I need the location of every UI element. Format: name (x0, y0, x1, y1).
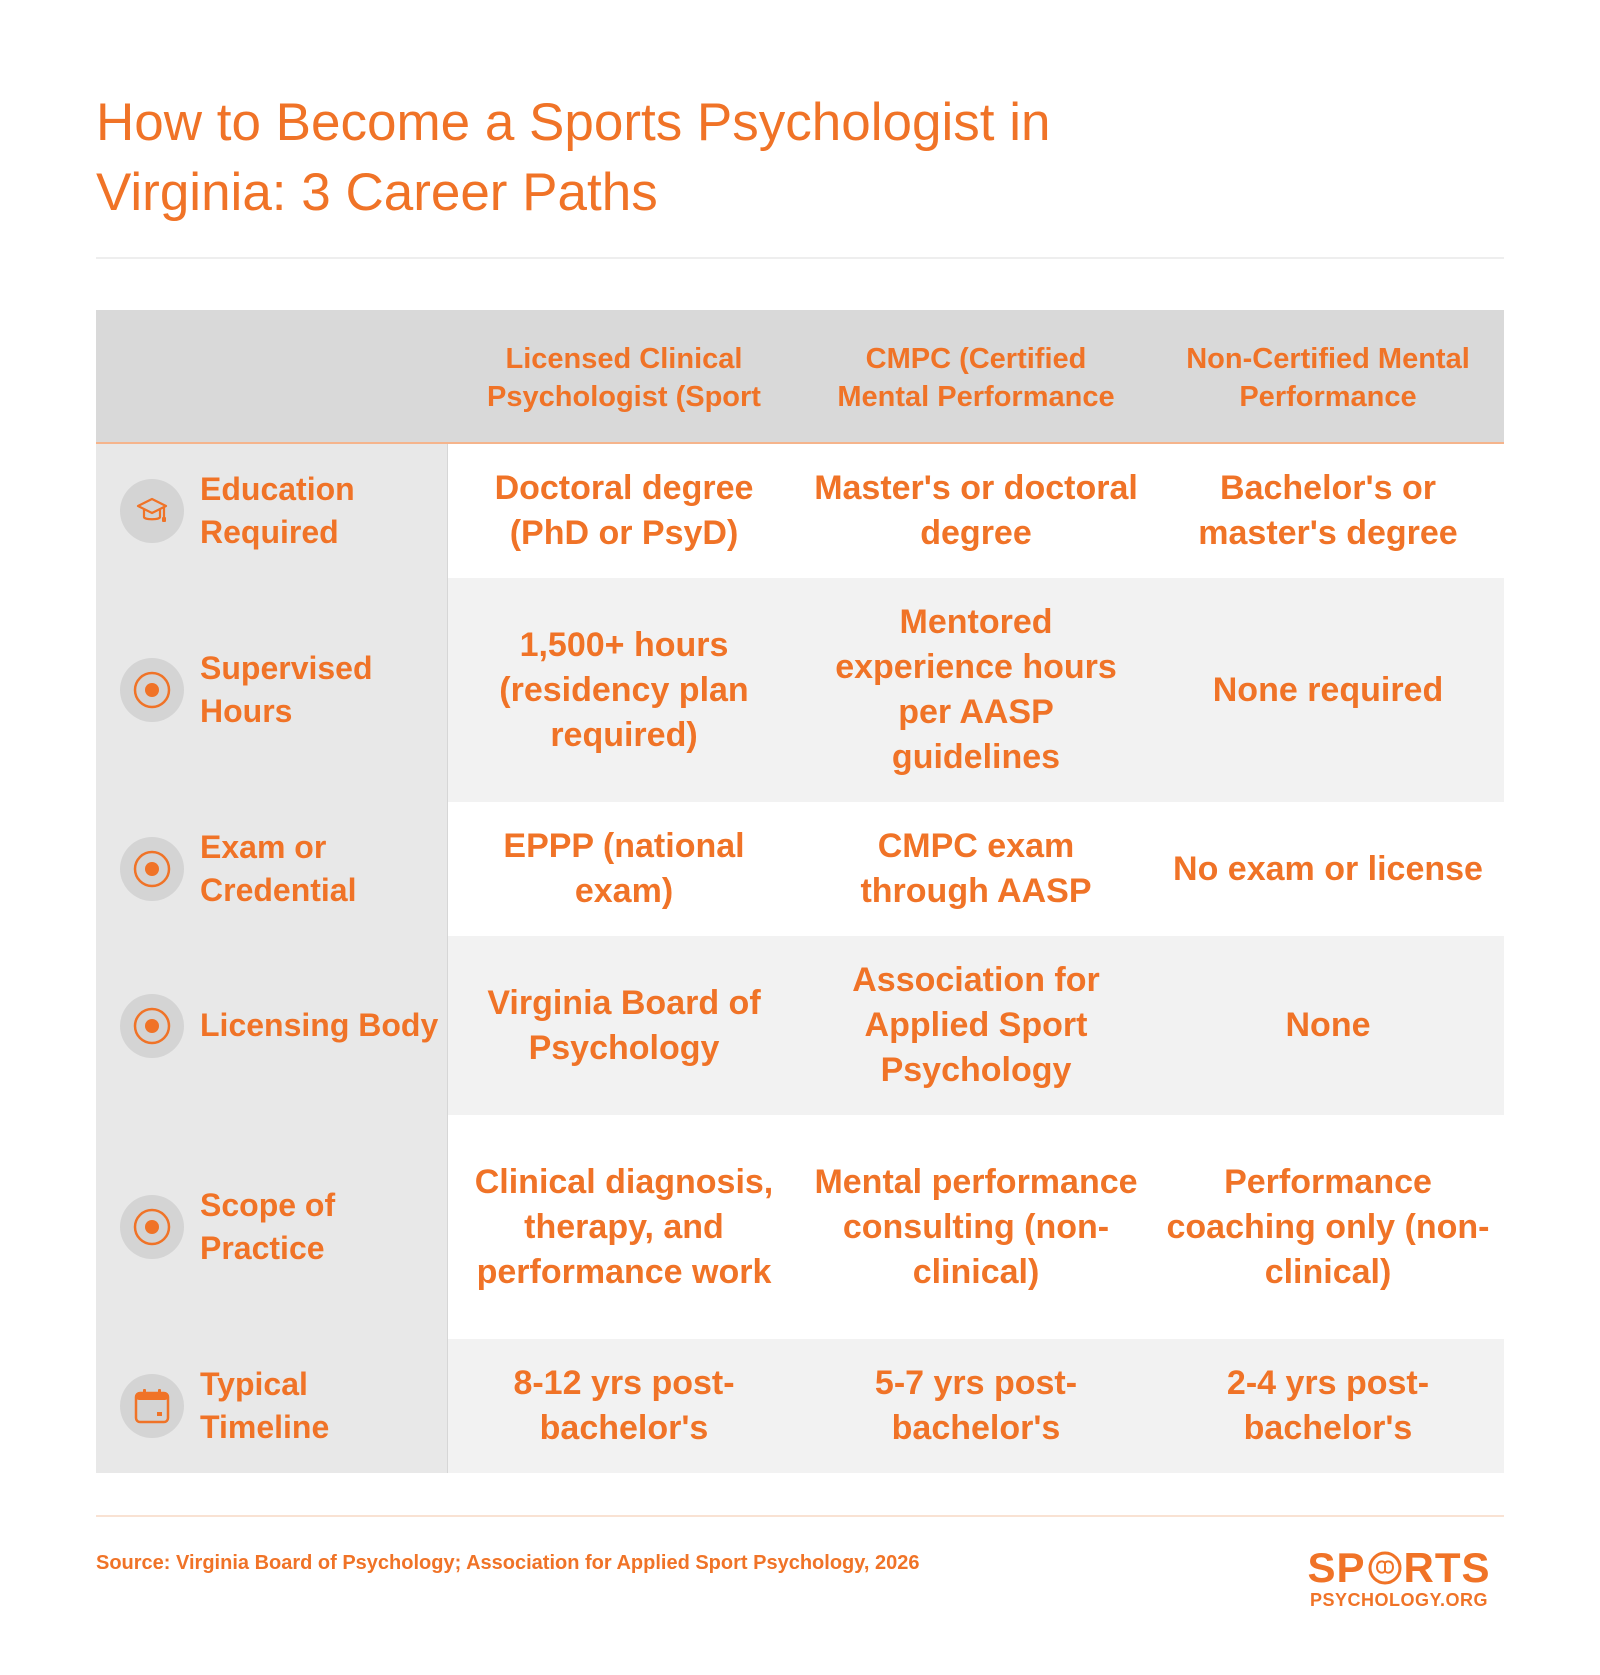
table-row (96, 444, 1504, 578)
table-cell: Association for Applied Sport Psychology (800, 936, 1152, 1115)
table-cell: CMPC exam through AASP (800, 802, 1152, 936)
table-cell: Virginia Board of Psychology (448, 936, 800, 1115)
table-header (96, 310, 1504, 444)
page-title (96, 88, 1196, 228)
row-label-supervised-hours: Supervised Hours (96, 578, 448, 802)
row-label-timeline: Typical Timeline (96, 1339, 448, 1473)
title-line-1: How to Become a Sports Psychologist in (96, 93, 1051, 152)
table-cell: 8-12 yrs post-bachelor's (448, 1339, 800, 1473)
table-cell: Bachelor's or master's degree (1152, 444, 1504, 578)
table-cell: None required (1152, 578, 1504, 802)
sportspsychology-logo (1304, 1546, 1494, 1610)
table-cell: Mentored experience hours per AASP guidelines (800, 578, 1152, 802)
title-line-2: Virginia: 3 Career Paths (96, 163, 658, 222)
row-label-licensing-body: Licensing Body (96, 936, 448, 1115)
table-cell: 5-7 yrs post-bachelor's (800, 1339, 1152, 1473)
table-cell: Doctoral degree (PhD or PsyD) (448, 444, 800, 578)
table-cell: Master's or doctoral degree (800, 444, 1152, 578)
table-row (96, 578, 1504, 802)
table-cell: Mental performance consulting (non-clinical) (800, 1115, 1152, 1339)
top-divider (96, 257, 1504, 259)
logo-subtitle: PSYCHOLOGY.ORG (1309, 1590, 1489, 1610)
table-cell: 2-4 yrs post-bachelor's (1152, 1339, 1504, 1473)
table-cell: 1,500+ hours (residency plan required) (448, 578, 800, 802)
source-note: Source: Virginia Board of Psychology; Association for Applied Sport Psychology, 2026 (96, 1552, 920, 1574)
table-row (96, 1115, 1504, 1339)
table-cell: Performance coaching only (non-clinical) (1152, 1115, 1504, 1339)
table-cell: EPPP (national exam) (448, 802, 800, 936)
table-cell: No exam or license (1152, 802, 1504, 936)
table-row (96, 1339, 1504, 1473)
column-header-noncertified: Non-Certified Mental Performance (1186, 343, 1470, 413)
header-corner (96, 310, 448, 442)
logo-wordmark: SP RTS (1307, 1544, 1491, 1591)
table-row (96, 936, 1504, 1115)
graduation-cap-icon (120, 479, 184, 543)
row-label-education: Education Required (96, 444, 448, 578)
calendar-icon (120, 1374, 184, 1438)
comparison-table (96, 310, 1504, 1473)
table-cell: Clinical diagnosis, therapy, and performance work (448, 1115, 800, 1339)
column-header-clinical: Licensed Clinical Psychologist (Sport (487, 343, 761, 413)
row-label-scope: Scope of Practice (96, 1115, 448, 1339)
target-icon (120, 837, 184, 901)
row-label-exam: Exam or Credential (96, 802, 448, 936)
table-cell: None (1152, 936, 1504, 1115)
target-icon (120, 1195, 184, 1259)
target-icon (120, 994, 184, 1058)
bottom-divider (96, 1515, 1504, 1517)
table-row (96, 802, 1504, 936)
brain-icon (1367, 1550, 1403, 1586)
column-header-cmpc: CMPC (Certified Mental Performance (837, 343, 1115, 413)
target-icon (120, 658, 184, 722)
